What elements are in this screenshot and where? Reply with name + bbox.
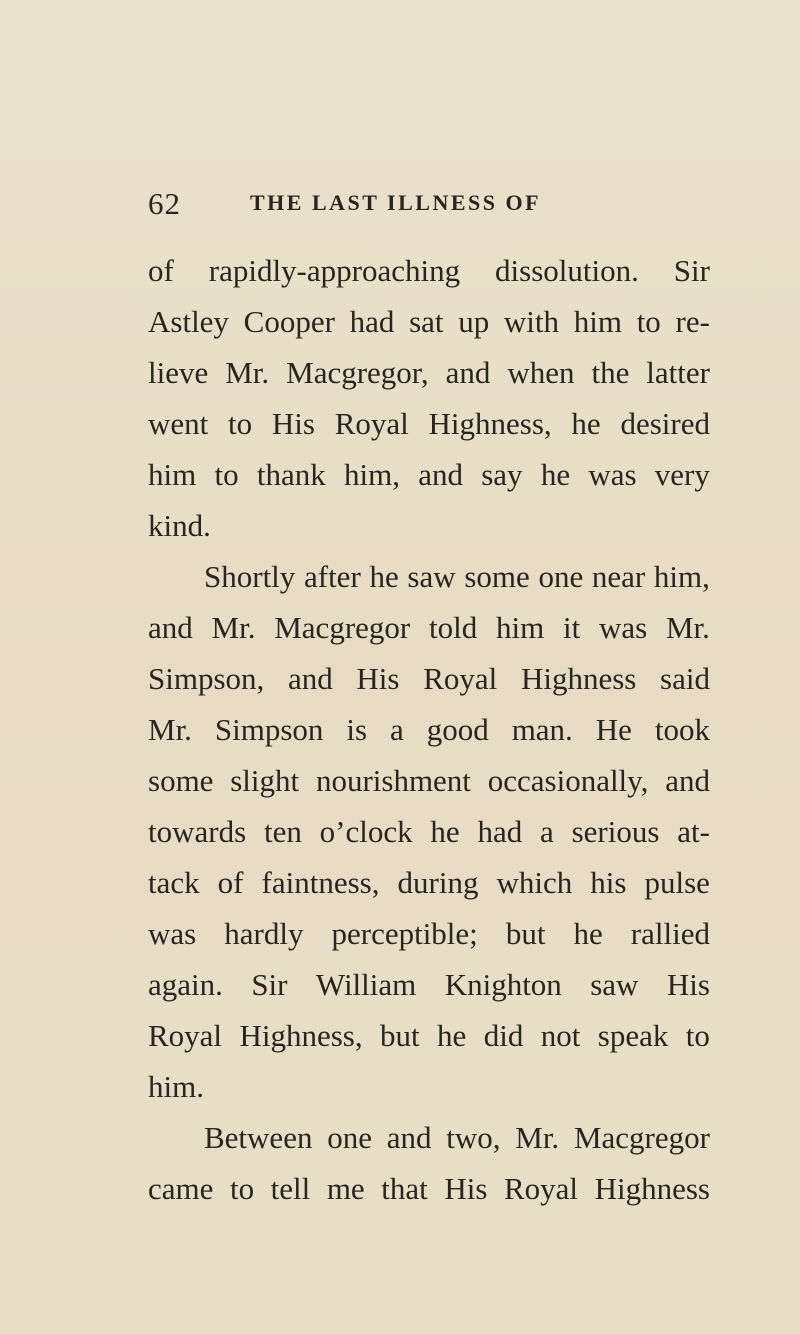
word: His <box>666 967 710 1002</box>
word: a <box>540 814 554 849</box>
body-text <box>148 245 710 1214</box>
word: had <box>349 304 395 339</box>
word: occasionally, <box>487 763 649 798</box>
word: to <box>228 406 253 441</box>
word: saw <box>407 559 456 594</box>
word: he <box>571 406 601 441</box>
word: Mr. <box>225 355 270 390</box>
word: was <box>588 457 637 492</box>
word: His <box>271 406 315 441</box>
word: was <box>148 916 197 951</box>
word: to <box>229 1171 255 1206</box>
word: had <box>477 814 523 849</box>
text-line <box>148 806 710 857</box>
word: dissolution. <box>495 253 639 288</box>
word: him <box>148 457 197 492</box>
word: it <box>563 610 581 645</box>
word: and <box>418 457 463 492</box>
word: to <box>214 457 239 492</box>
word: up <box>458 304 490 339</box>
word: but <box>380 1018 420 1053</box>
word: again. <box>148 967 223 1002</box>
word: he <box>437 1018 467 1053</box>
word: him <box>573 304 622 339</box>
word: Knighton <box>444 967 562 1002</box>
text-line <box>148 398 710 449</box>
text-line <box>148 755 710 806</box>
text-line <box>148 602 710 653</box>
page-number: 62 <box>148 186 181 221</box>
word: said <box>660 661 710 696</box>
word: after <box>303 559 361 594</box>
word: two, <box>446 1120 501 1155</box>
word: near <box>591 559 646 594</box>
word: Simpson, <box>148 661 265 696</box>
word: Highness, <box>428 406 552 441</box>
word: but <box>505 916 546 951</box>
text-line <box>148 449 710 500</box>
word: me <box>326 1171 365 1206</box>
word: Royal <box>503 1171 579 1206</box>
word: and <box>665 763 710 798</box>
word: Royal <box>334 406 409 441</box>
word: Macgregor <box>573 1120 710 1155</box>
word: Sir <box>251 967 288 1002</box>
word: His <box>356 661 400 696</box>
word: Mr. <box>211 610 256 645</box>
word: the <box>591 355 630 390</box>
text-line <box>148 704 710 755</box>
word: He <box>595 712 632 747</box>
word: lieve <box>148 355 209 390</box>
word: not <box>540 1018 581 1053</box>
word: went <box>148 406 209 441</box>
word: perceptible; <box>331 916 478 951</box>
text-line <box>148 1010 710 1061</box>
word: and <box>287 661 333 696</box>
word: came <box>148 1171 214 1206</box>
word: re- <box>675 304 710 339</box>
word: him <box>496 610 545 645</box>
word: slight <box>230 763 300 798</box>
word: he <box>369 559 399 594</box>
word: thank <box>256 457 326 492</box>
word: Highness, <box>239 1018 363 1053</box>
word: some <box>464 559 530 594</box>
word: Simpson <box>214 712 324 747</box>
word: and <box>445 355 491 390</box>
word: rapidly-approaching <box>208 253 461 288</box>
word: Mr. <box>665 610 710 645</box>
word: man. <box>511 712 573 747</box>
word: latter <box>646 355 710 390</box>
word: he <box>573 916 603 951</box>
word: good <box>426 712 489 747</box>
word: during <box>397 865 479 900</box>
word: Mr. <box>515 1120 560 1155</box>
text-line <box>148 347 710 398</box>
text-line <box>148 551 710 602</box>
word: Highness <box>594 1171 710 1206</box>
word: told <box>429 610 478 645</box>
word: a <box>390 712 404 747</box>
word: Mr. <box>148 712 192 747</box>
word: Cooper <box>243 304 335 339</box>
word: some <box>148 763 214 798</box>
word: faintness, <box>261 865 380 900</box>
word: speak <box>597 1018 669 1053</box>
word: hardly <box>224 916 304 951</box>
running-title: THE LAST ILLNESS OF <box>250 190 542 215</box>
word: his <box>590 865 627 900</box>
word: Between <box>204 1120 313 1155</box>
word: Royal <box>423 661 498 696</box>
word: towards <box>148 814 247 849</box>
running-head <box>148 186 728 226</box>
word: him, <box>653 559 710 594</box>
word: is <box>346 712 368 747</box>
text-line <box>148 245 710 296</box>
word: when <box>507 355 575 390</box>
text-line <box>148 959 710 1010</box>
word: and <box>148 610 193 645</box>
word: to <box>636 304 661 339</box>
word: Highness <box>520 661 637 696</box>
word: did <box>483 1018 524 1053</box>
text-line <box>148 857 710 908</box>
word: ten <box>263 814 302 849</box>
text-line <box>148 296 710 347</box>
word: took <box>654 712 710 747</box>
word: very <box>654 457 710 492</box>
word: William <box>315 967 417 1002</box>
text-line <box>148 1163 710 1214</box>
word: to <box>685 1018 710 1053</box>
word: His <box>444 1171 488 1206</box>
text-line <box>148 653 710 704</box>
word: rallied <box>630 916 710 951</box>
word: nourishment <box>315 763 471 798</box>
word: with <box>503 304 560 339</box>
word: desired <box>620 406 710 441</box>
word: one <box>327 1120 372 1155</box>
word: sat <box>409 304 444 339</box>
word: one <box>538 559 584 594</box>
word: Sir <box>673 253 710 288</box>
text-line <box>148 1112 710 1163</box>
text-line: kind. <box>148 508 211 543</box>
word: Macgregor, <box>286 355 429 390</box>
word: serious <box>571 814 660 849</box>
word: he <box>430 814 460 849</box>
word: tack <box>148 865 200 900</box>
word: and <box>386 1120 432 1155</box>
word: of <box>148 253 174 288</box>
word: o’clock <box>319 814 413 849</box>
word: was <box>599 610 648 645</box>
word: Shortly <box>204 559 296 594</box>
word: say <box>481 457 523 492</box>
word: Astley <box>148 304 229 339</box>
word: that <box>381 1171 428 1206</box>
word: of <box>217 865 244 900</box>
word: tell <box>270 1171 311 1206</box>
word: Macgregor <box>274 610 411 645</box>
word: at- <box>677 814 710 849</box>
word: Royal <box>148 1018 223 1053</box>
word: saw <box>590 967 639 1002</box>
word: pulse <box>644 865 710 900</box>
text-line <box>148 908 710 959</box>
text-line: him. <box>148 1069 204 1104</box>
word: him, <box>343 457 400 492</box>
word: he <box>540 457 571 492</box>
word: which <box>496 865 573 900</box>
